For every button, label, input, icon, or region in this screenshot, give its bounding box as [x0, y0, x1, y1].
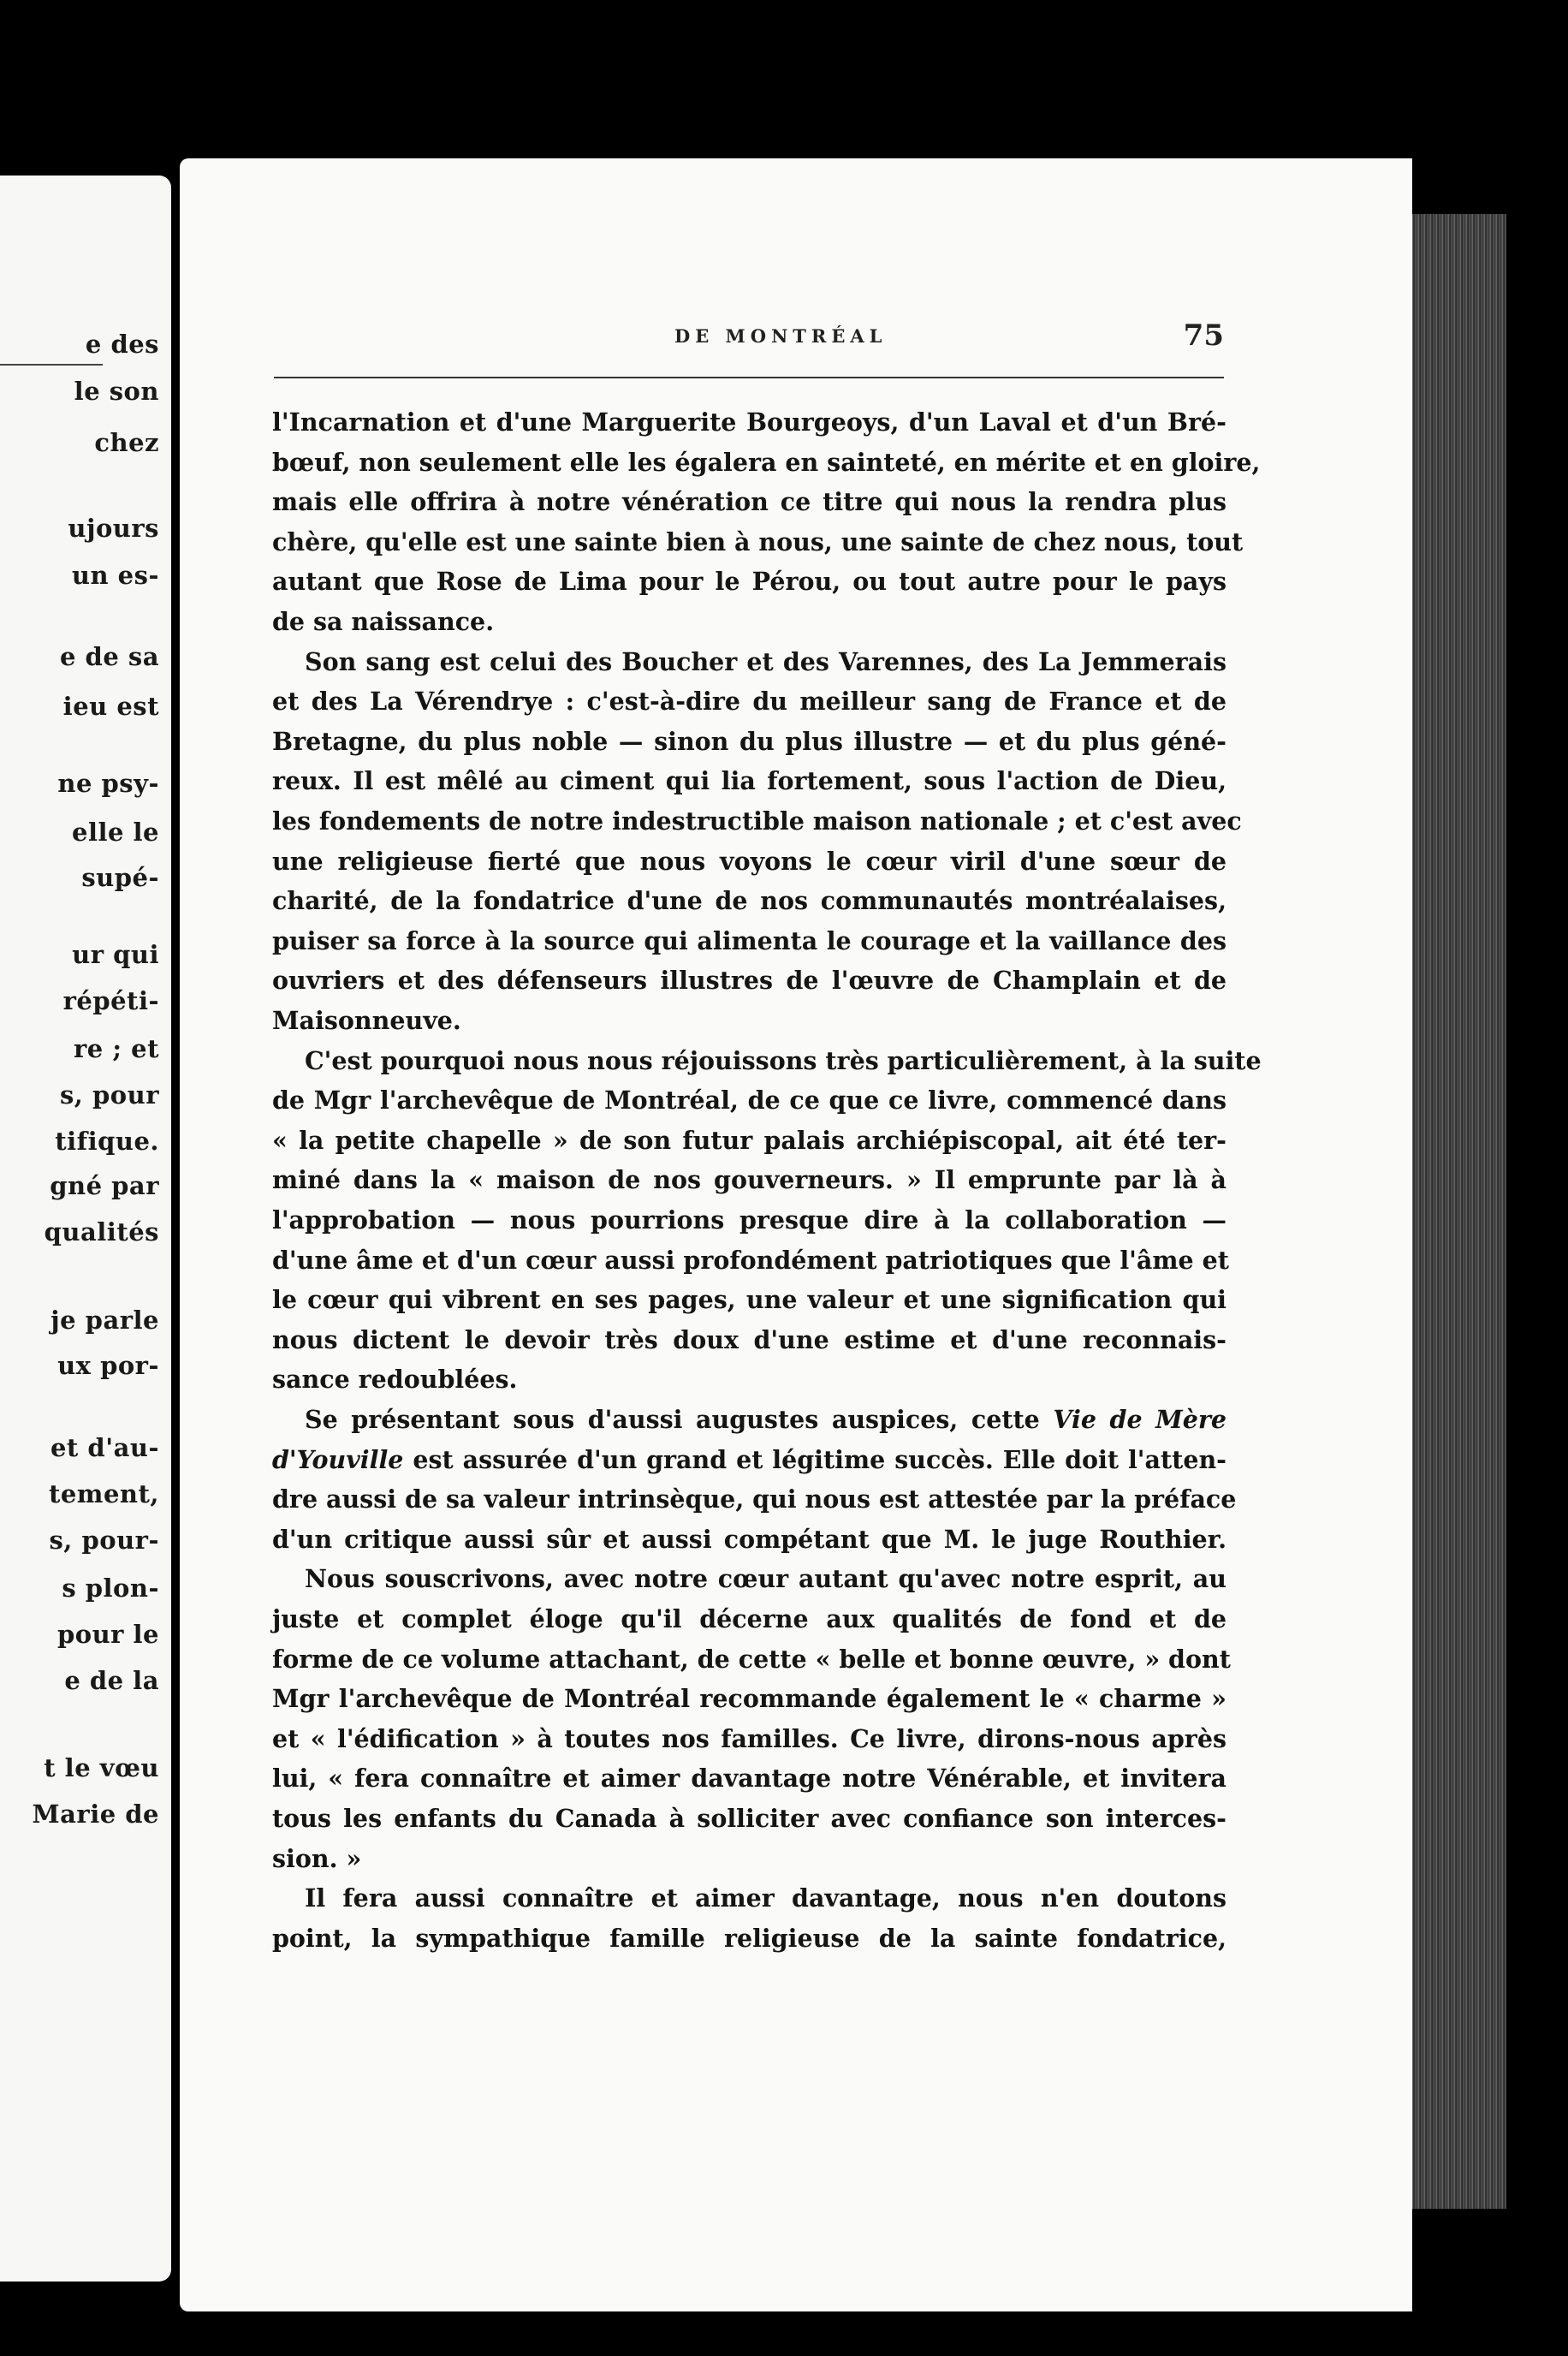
- text-line: bœuf, non seulement elle les égalera en sainteté, en mérite et en gloire,: [272, 447, 1261, 477]
- left-page-line: je parle: [50, 1306, 159, 1335]
- left-page-line: et d'au-: [50, 1433, 159, 1462]
- left-page-line: répéti-: [62, 986, 159, 1015]
- header-rule: [274, 377, 1224, 378]
- page-number: 75: [1183, 318, 1224, 353]
- text-line: Bretagne, du plus noble — sinon du plus illustre — et du plus géné-: [272, 726, 1226, 756]
- text-line: les fondements de notre indestructible maison nationale ; et c'est avec: [272, 806, 1242, 836]
- left-page-line: tifique.: [55, 1127, 159, 1156]
- page-edges: [1408, 214, 1506, 2209]
- left-page-line: gné par: [50, 1171, 159, 1200]
- text-line: Il fera aussi connaître et aimer davantage, nous n'en doutons: [305, 1883, 1226, 1913]
- left-page-line: Marie de: [32, 1800, 159, 1829]
- text-line: et « l'édification » à toutes nos familles. Ce livre, dirons-nous après: [272, 1723, 1226, 1753]
- text-line: nous dictent le devoir très doux d'une estime et d'une reconnais-: [272, 1324, 1226, 1354]
- text-line: sion. »: [272, 1843, 362, 1873]
- text-line: tous les enfants du Canada à solliciter avec confiance son interces-: [272, 1804, 1226, 1833]
- italic-title: Vie de Mère: [1053, 1405, 1226, 1434]
- running-head: DE MONTRÉAL: [674, 325, 888, 347]
- left-page-line: le son: [74, 377, 159, 406]
- text-line: [305, 1400, 1226, 1439]
- left-page-line: tement,: [48, 1479, 159, 1508]
- left-page-line: s, pour-: [49, 1526, 159, 1555]
- left-page-line: ujours: [68, 514, 159, 543]
- text-line: juste et complet éloge qu'il décerne aux qualités de fond et de: [272, 1604, 1226, 1633]
- left-page-line: un es-: [71, 561, 159, 590]
- left-page-line: ur qui: [72, 940, 159, 969]
- left-page-line: s, pour: [59, 1080, 159, 1110]
- left-page-line: re ; et: [74, 1034, 159, 1063]
- text-line: reux. Il est mêlé au ciment qui lia fortement, sous l'action de Dieu,: [272, 766, 1226, 796]
- text-line: « la petite chapelle » de son futur palais archiépiscopal, ait été ter-: [272, 1125, 1226, 1155]
- left-page-line: e des: [85, 330, 159, 359]
- text-line: miné dans la « maison de nos gouverneurs. » Il emprunte par là à: [272, 1165, 1226, 1195]
- italic-title: d'Youville: [272, 1444, 404, 1474]
- text-line: forme de ce volume attachant, de cette « belle et bonne œuvre, » dont: [272, 1644, 1231, 1674]
- text-line: Mgr l'archevêque de Montréal recommande également le « charme »: [272, 1684, 1226, 1714]
- text-line: l'approbation — nous pourrions presque dire à la collaboration —: [272, 1205, 1226, 1235]
- left-page-line: ne psy-: [57, 769, 159, 798]
- left-page-line: ux por-: [57, 1351, 159, 1380]
- left-page-line: s plon-: [62, 1574, 159, 1603]
- text-line: et des La Vérendrye : c'est-à-dire du meilleur sang de France et de: [272, 687, 1226, 717]
- text-line: l'Incarnation et d'une Marguerite Bourgeoys, d'un Laval et d'un Bré-: [272, 408, 1226, 437]
- text-line: autant que Rose de Lima pour le Pérou, ou tout autre pour le pays: [272, 567, 1226, 597]
- text-line: d'une âme et d'un cœur aussi profondément patriotiques que l'âme et: [272, 1245, 1229, 1275]
- text-line: lui, « fera connaître et aimer davantage notre Vénérable, et invitera: [272, 1764, 1226, 1794]
- text-line: de sa naissance.: [272, 607, 495, 636]
- left-page-line: elle le: [72, 818, 159, 847]
- text-line: sance redoublées.: [272, 1365, 518, 1395]
- left-page-rule: [0, 364, 103, 366]
- text-line: C'est pourquoi nous nous réjouissons très particulièrement, à la suite: [305, 1045, 1262, 1075]
- left-page-line: chez: [94, 428, 159, 457]
- left-page-line: t le vœu: [44, 1753, 159, 1782]
- left-page-line: qualités: [44, 1217, 159, 1246]
- text-line: mais elle offrira à notre vénération ce titre qui nous la rendra plus: [272, 487, 1226, 517]
- left-page-line: ieu est: [62, 692, 159, 721]
- text-line: point, la sympathique famille religieuse de la sainte fondatrice,: [272, 1923, 1226, 1953]
- text-line: le cœur qui vibrent en ses pages, une valeur et une signification qui: [272, 1285, 1226, 1315]
- text-line: charité, de la fondatrice d'une de nos communautés montréalaises,: [272, 886, 1226, 916]
- text-line: de Mgr l'archevêque de Montréal, de ce que ce livre, commencé dans: [272, 1086, 1226, 1116]
- text-line: Nous souscrivons, avec notre cœur autant qu'avec notre esprit, au: [305, 1564, 1226, 1594]
- text-line: [272, 1440, 1226, 1479]
- text-run: est assurée d'un grand et légitime succès. Elle doit l'atten-: [403, 1444, 1226, 1474]
- left-page-fragment: [0, 176, 171, 2282]
- text-line: chère, qu'elle est une sainte bien à nous, une sainte de chez nous, tout: [272, 527, 1244, 556]
- text-line: Son sang est celui des Boucher et des Varennes, des La Jemmerais: [305, 646, 1226, 676]
- text-line: ouvriers et des défenseurs illustres de l'œuvre de Champlain et de: [272, 966, 1226, 996]
- text-line: une religieuse fierté que nous voyons le cœur viril d'une sœur de: [272, 846, 1226, 876]
- page-header: [274, 318, 1224, 361]
- text-line: d'un critique aussi sûr et aussi compétant que M. le juge Routhier.: [272, 1524, 1226, 1554]
- text-line: puiser sa force à la source qui alimenta le courage et la vaillance des: [272, 925, 1226, 955]
- text-line: dre aussi de sa valeur intrinsèque, qui nous est attestée par la préface: [272, 1484, 1237, 1514]
- left-page-line: e de sa: [60, 642, 159, 671]
- left-page-line: e de la: [64, 1666, 159, 1695]
- left-page-line: pour le: [56, 1620, 159, 1649]
- text-run: Se présentant sous d'aussi augustes auspices, cette: [305, 1405, 1054, 1434]
- text-line: Maisonneuve.: [272, 1006, 461, 1035]
- left-page-line: supé-: [81, 863, 159, 892]
